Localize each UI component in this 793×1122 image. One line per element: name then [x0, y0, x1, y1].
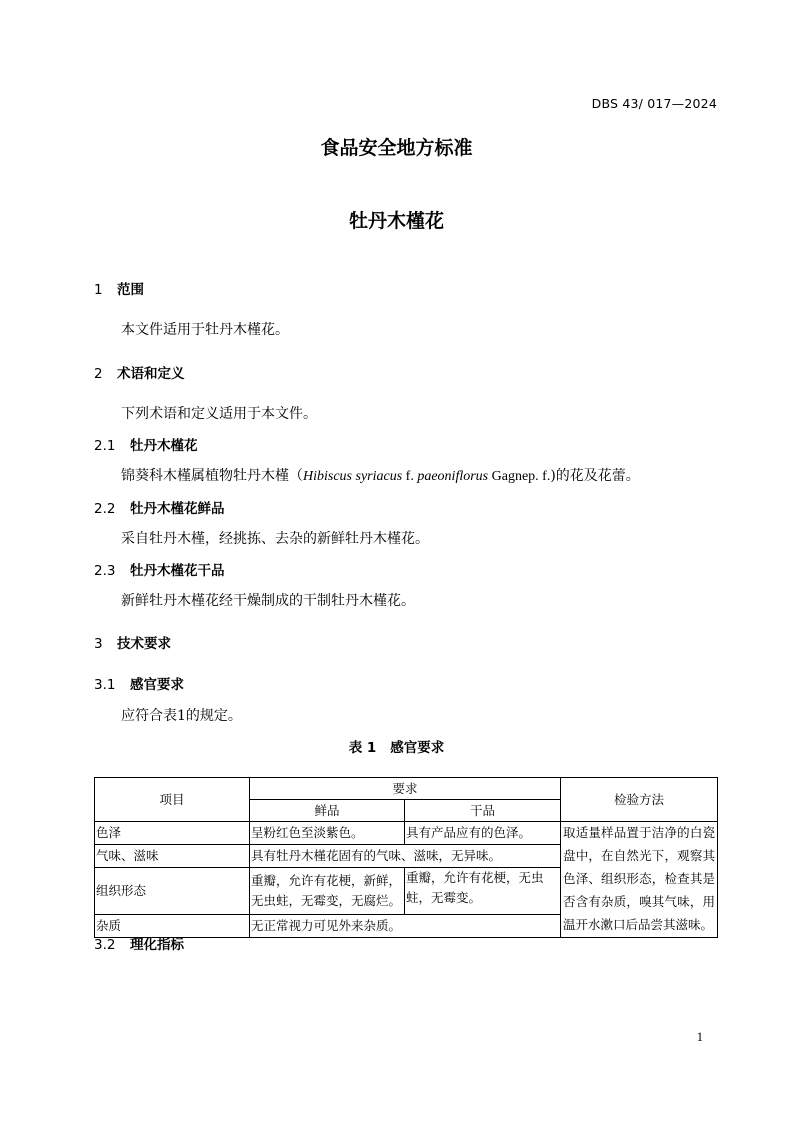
section-number: 2.1 — [94, 438, 116, 454]
row-requirement: 无正常视力可见外来杂质。 — [250, 914, 561, 937]
section-number: 3 — [94, 636, 103, 652]
section-1-text: 本文件适用于牡丹木槿花。 — [121, 322, 289, 338]
document-subtitle: 牡丹木槿花 — [348, 210, 444, 232]
section-title: 术语和定义 — [117, 366, 185, 382]
header-requirement: 要求 — [250, 778, 561, 800]
section-1-heading — [94, 278, 144, 298]
section-2-3-text: 新鲜牡丹木槿花经干燥制成的干制牡丹木槿花。 — [121, 593, 415, 609]
inspection-method: 取适量样品置于洁净的白瓷盘中，在自然光下，观察其色泽、组织形态，检查其是否含有杂质，嗅其气味，用温开水漱口后品尝其滋味。 — [561, 822, 718, 938]
section-number: 2 — [94, 366, 103, 382]
section-title: 范围 — [117, 282, 144, 298]
section-2-2-text: 采自牡丹木槿，经挑拣、去杂的新鲜牡丹木槿花。 — [121, 531, 429, 547]
section-2-text: 下列术语和定义适用于本文件。 — [121, 406, 317, 422]
table-header-row — [95, 778, 718, 800]
section-number: 3.1 — [94, 677, 116, 693]
row-dried: 具有产品应有的色泽。 — [405, 822, 561, 845]
standard-code: DBS 43/ 017—2024 — [591, 96, 717, 111]
section-3-2-heading — [94, 933, 184, 953]
definition-text-pre: 锦葵科木槿属植物牡丹木槿（ — [121, 468, 303, 484]
sensory-requirements-table — [94, 777, 718, 938]
row-item: 杂质 — [95, 914, 250, 937]
latin-forma-marker: f. — [402, 469, 418, 484]
section-3-heading — [94, 632, 171, 652]
section-number: 1 — [94, 282, 103, 298]
row-dried: 重瓣，允许有花梗，无虫蛀，无霉变。 — [405, 868, 561, 914]
section-title: 技术要求 — [117, 636, 171, 652]
section-2-2-heading — [94, 497, 225, 517]
section-3-1-text: 应符合表1的规定。 — [121, 708, 242, 724]
section-2-1-heading — [94, 434, 198, 454]
document-title: 食品安全地方标准 — [320, 137, 473, 159]
header-item: 项目 — [95, 778, 250, 822]
latin-author: Gagnep. f. — [488, 469, 551, 484]
header-dried: 干品 — [405, 800, 561, 822]
row-fresh: 呈粉红色至淡紫色。 — [250, 822, 405, 845]
header-method: 检验方法 — [561, 778, 718, 822]
page-number: 1 — [696, 1030, 703, 1044]
section-title: 牡丹木槿花干品 — [130, 563, 225, 579]
row-item: 组织形态 — [95, 868, 250, 914]
section-number: 3.2 — [94, 937, 116, 953]
header-fresh: 鲜品 — [250, 800, 405, 822]
section-2-3-heading — [94, 559, 225, 579]
section-title: 牡丹木槿花鲜品 — [130, 501, 225, 517]
definition-text-post: )的花及花蕾。 — [550, 468, 640, 484]
section-2-heading — [94, 362, 185, 382]
table-title: 感官要求 — [390, 740, 445, 756]
row-item: 色泽 — [95, 822, 250, 845]
row-fresh: 重瓣，允许有花梗，新鲜，无虫蛀，无霉变，无腐烂。 — [250, 868, 405, 914]
section-title: 理化指标 — [130, 937, 184, 953]
section-2-1-text — [121, 465, 640, 485]
table-number: 表 1 — [348, 740, 377, 756]
section-number: 2.2 — [94, 501, 116, 517]
section-title: 感官要求 — [130, 677, 184, 693]
section-title: 牡丹木槿花 — [130, 438, 198, 454]
section-3-1-heading — [94, 673, 184, 693]
row-requirement: 具有牡丹木槿花固有的气味、滋味，无异味。 — [250, 845, 561, 868]
section-number: 2.3 — [94, 563, 116, 579]
table-1-caption — [0, 736, 793, 756]
latin-genus-species: Hibiscus syriacus — [303, 469, 403, 484]
row-item: 气味、滋味 — [95, 845, 250, 868]
latin-forma-name: paeoniflorus — [417, 469, 489, 484]
table-row — [95, 822, 718, 845]
